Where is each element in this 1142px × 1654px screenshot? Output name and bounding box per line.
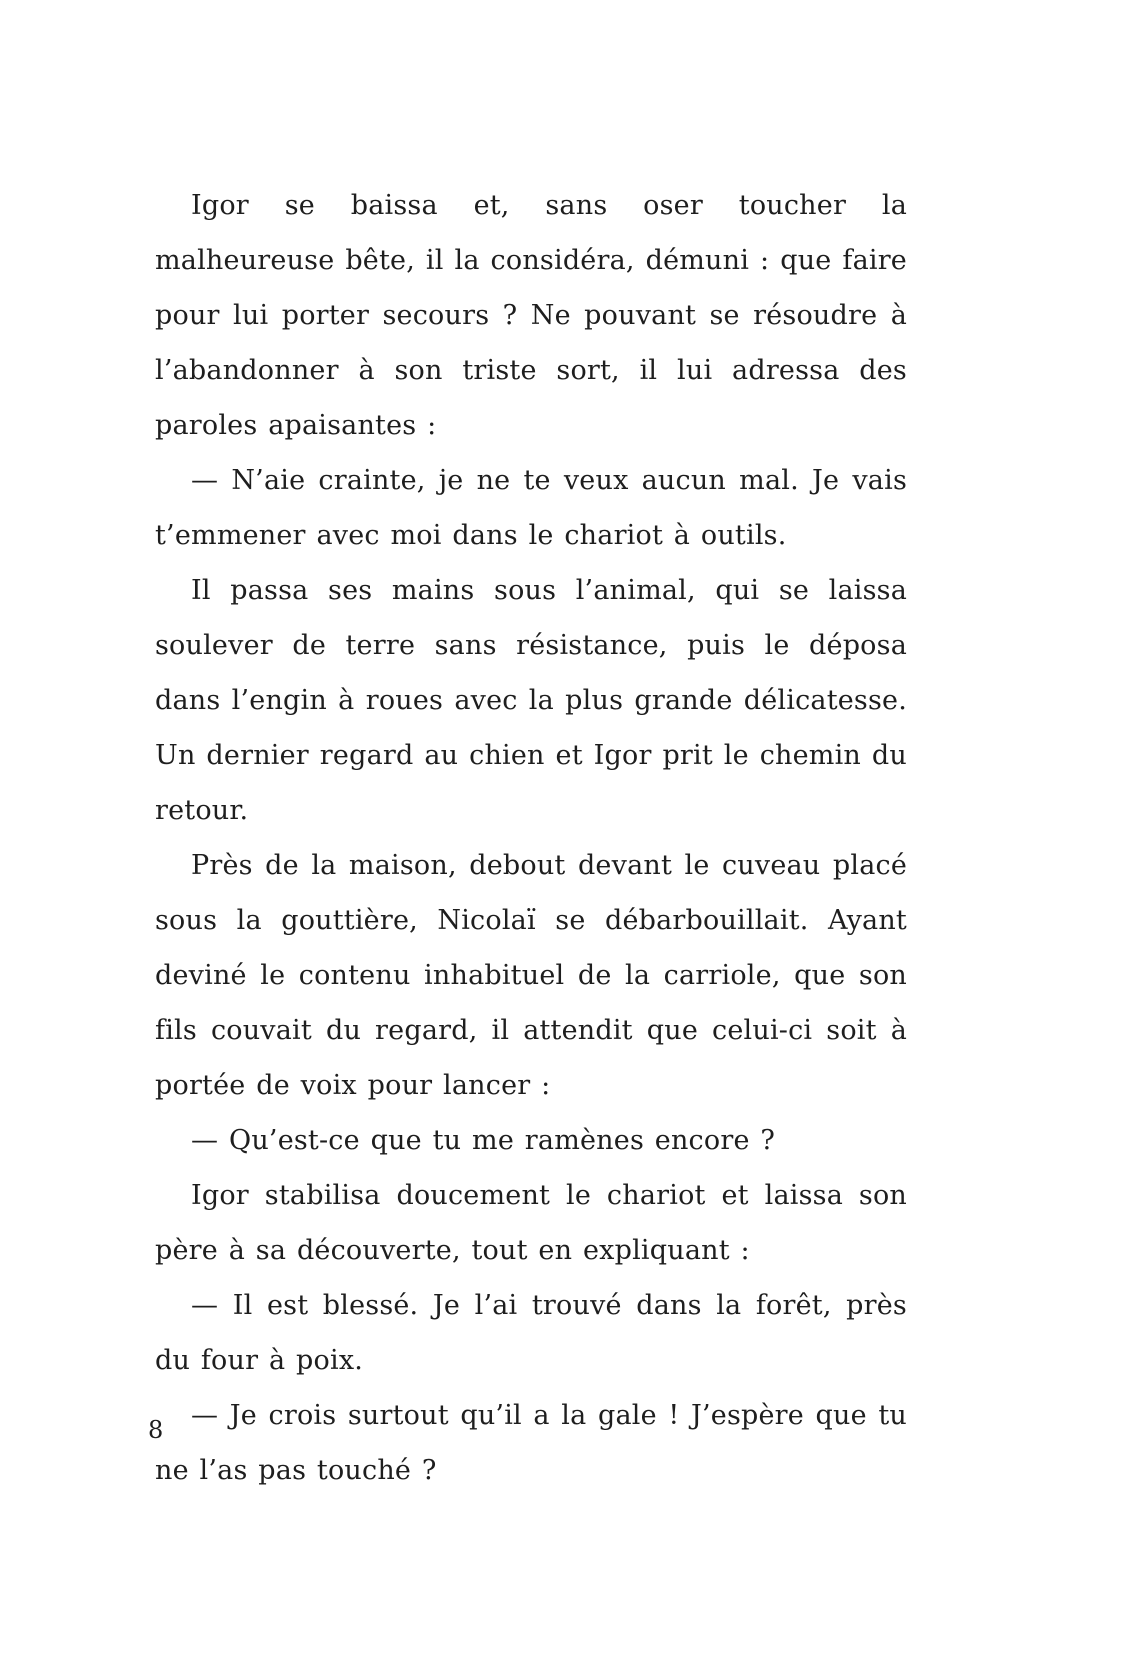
paragraph: Igor stabilisa doucement le chariot et laissa son père à sa découverte, tout en expliquant : bbox=[155, 1180, 907, 1266]
paragraph-dialogue: — N’aie crainte, je ne te veux aucun mal. Je vais t’emmener avec moi dans le chariot à outils. bbox=[155, 465, 907, 551]
paragraph: Il passa ses mains sous l’animal, qui se laissa soulever de terre sans résistance, puis le déposa dans l’engin à roues avec la plus grande délicatesse. Un dernier regard au chien et Igor prit le chemin du retour. bbox=[155, 575, 907, 826]
paragraph: Igor se baissa et, sans oser toucher la malheureuse bête, il la considéra, démuni : que faire pour lui porter secours ? Ne pouvant se résoudre à l’abandonner à son triste sort, il lui adressa des paroles apaisantes : bbox=[155, 190, 907, 441]
body-text bbox=[155, 178, 907, 1498]
paragraph-dialogue: — Je crois surtout qu’il a la gale ! J’espère que tu ne l’as pas touché ? bbox=[155, 1400, 907, 1486]
paragraph-dialogue: — Il est blessé. Je l’ai trouvé dans la forêt, près du four à poix. bbox=[155, 1290, 907, 1376]
paragraph: Près de la maison, debout devant le cuveau placé sous la gouttière, Nicolaï se débarbouillait. Ayant deviné le contenu inhabituel de la carriole, que son fils couvait du regard, il attendit que celui-ci soit à portée de voix pour lancer : bbox=[155, 850, 907, 1101]
paragraph-dialogue: — Qu’est-ce que tu me ramènes encore ? bbox=[191, 1125, 776, 1156]
page-number: 8 bbox=[148, 1416, 164, 1444]
